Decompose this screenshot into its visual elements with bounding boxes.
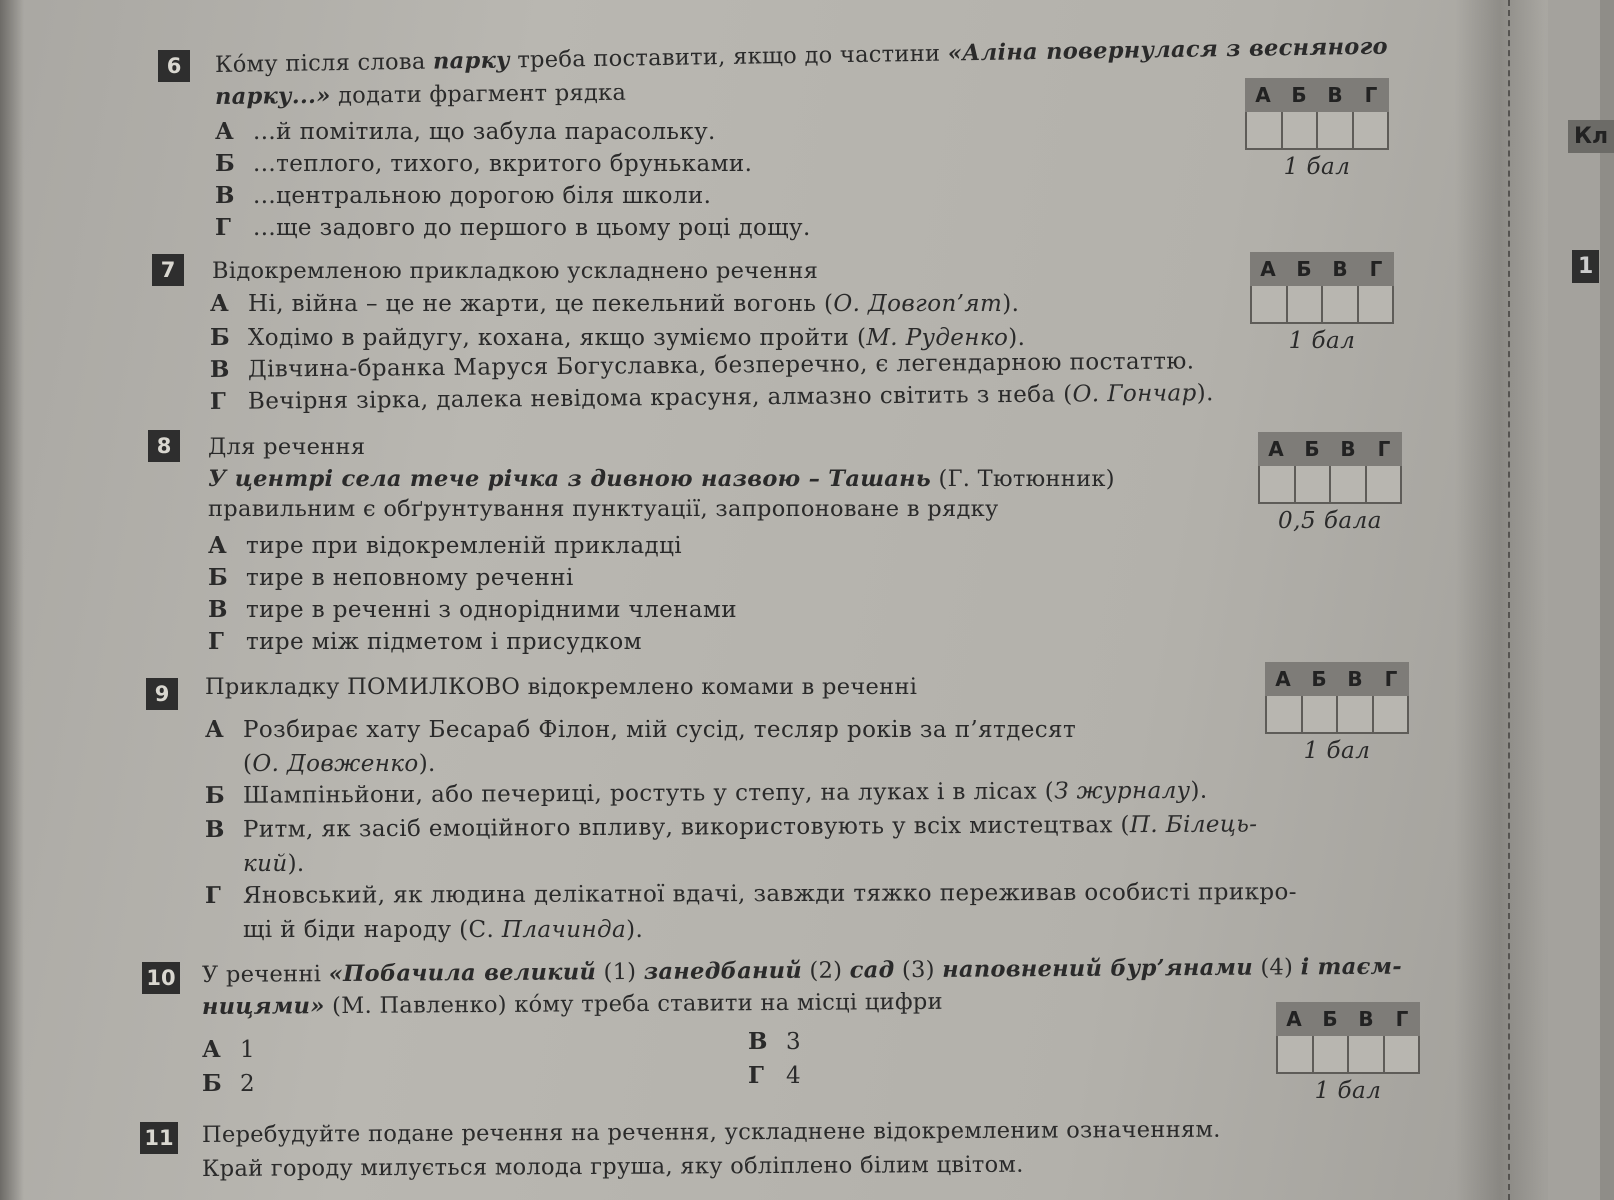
answer-grid: [1276, 1002, 1420, 1104]
option-text: ...й помітила, що забула парасольку.: [253, 119, 716, 145]
answer-cell-a[interactable]: [1252, 286, 1288, 322]
option-text: Ні, війна – це не жарти, це пекельний вогонь (: [248, 291, 834, 317]
question-line-3: правильним є обґрунтування пунктуації, запропоноване в рядку: [208, 496, 999, 522]
question-text: Прикладку ПОМИЛКОВО відокремлено комами в реченні: [205, 674, 918, 700]
question-part: У реченні: [201, 961, 329, 988]
answer-cell-d[interactable]: [1367, 466, 1401, 502]
option-punct: (: [243, 751, 253, 777]
option-letter: А: [205, 716, 225, 743]
option-text: 3: [786, 1029, 802, 1055]
answer-cells: [1258, 466, 1402, 504]
option-text: тире в неповному реченні: [246, 565, 574, 591]
option-c[interactable]: [748, 1026, 801, 1058]
answer-cell-d[interactable]: [1354, 112, 1388, 148]
option-letter: Б: [215, 150, 236, 177]
question-part: (1): [596, 958, 644, 986]
grid-letter: В: [1327, 83, 1343, 107]
question-quote: «Аліна повернулася з весняного: [947, 33, 1389, 67]
answer-cell-a[interactable]: [1247, 112, 1283, 148]
task-number: 10: [142, 962, 180, 994]
answer-grid-header: [1276, 1002, 1420, 1036]
task-number: 11: [140, 1122, 178, 1154]
grid-letter: В: [1347, 667, 1363, 691]
question-quote: «Побачила великий: [328, 959, 597, 988]
grid-letter: Г: [1364, 83, 1378, 107]
option-a[interactable]: [210, 288, 1019, 320]
question-text: [215, 32, 1388, 81]
option-letter: В: [748, 1028, 768, 1055]
option-punct: ).: [1008, 325, 1026, 351]
points-label: 1 бал: [1288, 328, 1356, 354]
option-letter: А: [215, 118, 235, 145]
option-letter: Б: [204, 781, 226, 809]
option-d-continuation: [243, 914, 643, 946]
question-part: Кóму після слова: [214, 48, 434, 78]
option-c[interactable]: [205, 808, 1258, 846]
option-letter: Б: [210, 324, 231, 351]
page-fold: [1455, 0, 1545, 1200]
option-a[interactable]: [215, 116, 716, 148]
option-text: тире між підметом і присудком: [246, 629, 642, 655]
question-part: (3): [894, 956, 943, 984]
grid-letter: В: [1332, 257, 1348, 281]
option-letter: А: [202, 1036, 222, 1063]
answer-grid: [1245, 78, 1389, 180]
question-quote: наповнений бур’янами: [942, 954, 1254, 983]
option-punct: ).: [1190, 777, 1208, 804]
option-author: З журналу: [1054, 777, 1191, 805]
grid-letter: А: [1268, 437, 1284, 461]
question-part: додати фрагмент рядка: [330, 79, 627, 109]
answer-cell-a[interactable]: [1267, 696, 1303, 732]
option-text: Ритм, як засіб емоційного впливу, використовують у всіх мистецтвах (: [242, 812, 1130, 843]
option-punct: ).: [626, 917, 644, 943]
option-letter: Б: [208, 564, 229, 591]
question-part: (4): [1252, 954, 1301, 981]
answer-grid-header: [1265, 662, 1409, 696]
edge-label: Кл: [1568, 120, 1614, 153]
question-quote: і таєм-: [1300, 953, 1403, 981]
sentence-italic: У центрі села тече річка з дивною назвою – Ташань: [208, 466, 932, 492]
grid-letter: Б: [1311, 667, 1327, 691]
option-letter: А: [208, 532, 228, 559]
option-text: щі й біди народу (С.: [243, 917, 502, 943]
option-author: Плачинда: [501, 917, 627, 943]
option-text: тире при відокремленій прикладці: [246, 533, 683, 559]
question-text: Для речення: [208, 434, 366, 460]
points-label: 1 бал: [1303, 738, 1371, 764]
option-text: ...центральною дорогою біля школи.: [253, 183, 712, 209]
option-text: Розбирає хату Бесараб Філон, мій сусід, тесляр років за п’ятдесят: [243, 717, 1077, 743]
answer-grid: [1265, 662, 1409, 764]
grid-letter: Г: [1377, 437, 1391, 461]
answer-grid: [1258, 432, 1402, 534]
question-quote: занедбаний: [643, 957, 803, 985]
answer-cell-b[interactable]: [1288, 286, 1324, 322]
answer-grid-header: [1258, 432, 1402, 466]
option-letter: Г: [204, 881, 222, 909]
edge-number: 1: [1572, 250, 1599, 283]
grid-letter: В: [1340, 437, 1356, 461]
cut-line: [1508, 0, 1510, 1200]
option-text: ...ще задовго до першого в цьому році дощу.: [253, 215, 811, 241]
option-letter: Г: [215, 214, 232, 241]
option-letter: В: [204, 815, 225, 843]
option-author: О. Довгоп’ят: [833, 291, 1003, 317]
question-quote: парку...»: [214, 82, 331, 110]
option-letter: В: [209, 355, 230, 383]
answer-grid-header: [1245, 78, 1389, 112]
question-quote: сад: [849, 957, 895, 984]
option-d[interactable]: [208, 626, 642, 658]
option-letter: В: [208, 596, 228, 623]
question-keyword: парку: [432, 47, 511, 75]
option-text: 1: [240, 1037, 256, 1063]
task-number: 9: [146, 678, 178, 710]
option-letter: А: [210, 290, 230, 317]
answer-cell-c[interactable]: [1331, 466, 1367, 502]
task-number: 7: [152, 254, 184, 286]
option-b[interactable]: [202, 1068, 255, 1100]
option-text: Дівчина-бранка Маруся Богуславка, безперечно, є легендарною постаттю.: [247, 348, 1195, 383]
option-text: 4: [786, 1063, 802, 1089]
option-a[interactable]: [208, 530, 682, 562]
question-part: (2): [801, 957, 850, 984]
question-text: Відокремленою прикладкою ускладнено речення: [212, 258, 819, 284]
option-text: 2: [240, 1071, 256, 1097]
answer-cell-a[interactable]: [1278, 1036, 1314, 1072]
option-punct: ).: [1002, 291, 1020, 317]
option-punct: ).: [1196, 380, 1214, 407]
answer-cell-c[interactable]: [1323, 286, 1359, 322]
option-b[interactable]: [205, 775, 1208, 812]
option-punct: ).: [418, 751, 436, 777]
option-b[interactable]: [208, 562, 574, 594]
answer-cell-b[interactable]: [1283, 112, 1319, 148]
answer-cell-d[interactable]: [1385, 1036, 1419, 1072]
option-text: Вечірня зірка, далека невідома красуня, алмазно світить з неба (: [247, 381, 1073, 415]
answer-cell-b[interactable]: [1314, 1036, 1350, 1072]
grid-letter: А: [1255, 83, 1271, 107]
option-letter: Г: [208, 628, 225, 655]
answer-cell-c[interactable]: [1338, 696, 1374, 732]
grid-letter: Г: [1369, 257, 1383, 281]
option-b[interactable]: [215, 148, 752, 180]
grid-letter: А: [1260, 257, 1276, 281]
points-label: 1 бал: [1283, 154, 1351, 180]
option-author: кий: [243, 851, 288, 877]
answer-cells: [1276, 1036, 1420, 1074]
option-d[interactable]: [748, 1060, 801, 1092]
option-author: М. Руденко: [866, 325, 1009, 351]
answer-grid: [1250, 252, 1394, 354]
grid-letter: Б: [1304, 437, 1320, 461]
answer-cell-d[interactable]: [1359, 286, 1393, 322]
option-author: О. Довженко: [252, 751, 419, 777]
option-text: Яновський, як людина делікатної вдачі, завжди тяжко переживав особисті прикро-: [242, 879, 1297, 909]
question-quote: ницями»: [201, 993, 325, 1020]
option-d[interactable]: [205, 876, 1297, 912]
grid-letter: В: [1358, 1007, 1374, 1031]
option-a[interactable]: [202, 1034, 255, 1066]
question-part: треба поставити, якщо до частини: [509, 40, 948, 74]
points-label: 0,5 бала: [1278, 508, 1382, 534]
option-text: Шампіньйони, або печериці, ростуть у степу, на луках і в лісах (: [242, 778, 1055, 809]
option-text: Ходімо в райдугу, кохана, якщо зуміємо пройти (: [248, 325, 867, 351]
option-letter: Г: [748, 1062, 765, 1089]
option-letter: В: [215, 182, 235, 209]
task-number: 6: [158, 50, 190, 82]
answer-cell-c[interactable]: [1349, 1036, 1385, 1072]
page-shadow: [0, 0, 24, 1200]
next-page-edge: [1548, 0, 1600, 1200]
option-text: ...теплого, тихого, вкритого бруньками.: [253, 151, 753, 177]
option-author: П. Білець-: [1129, 811, 1258, 839]
answer-cell-a[interactable]: [1260, 466, 1296, 502]
answer-grid-header: [1250, 252, 1394, 286]
grid-letter: Г: [1384, 667, 1398, 691]
answer-cells: [1265, 696, 1409, 734]
points-label: 1 бал: [1314, 1078, 1382, 1104]
task-number: 8: [148, 430, 180, 462]
answer-cell-b[interactable]: [1296, 466, 1332, 502]
grid-letter: Г: [1395, 1007, 1409, 1031]
sentence-author: (Г. Тютюнник): [931, 466, 1115, 492]
option-author: О. Гончар: [1072, 380, 1197, 408]
grid-letter: А: [1286, 1007, 1302, 1031]
grid-letter: Б: [1296, 257, 1312, 281]
answer-cells: [1245, 112, 1389, 150]
answer-cell-b[interactable]: [1303, 696, 1339, 732]
question-part: (М. Павленко) кóму треба ставити на місці цифри: [324, 988, 943, 1020]
option-text: тире в реченні з однорідними членами: [246, 597, 737, 623]
question-line-2: [215, 78, 627, 113]
option-letter: Г: [209, 387, 227, 415]
option-d[interactable]: [215, 212, 811, 244]
option-c[interactable]: [208, 594, 737, 626]
question-sentence: Край городу милується молода груша, яку обліплено білим цвітом.: [201, 1151, 1024, 1182]
option-a-continuation: [243, 748, 436, 780]
grid-letter: А: [1275, 667, 1291, 691]
grid-letter: Б: [1322, 1007, 1338, 1031]
question-sentence: [208, 464, 1115, 495]
option-c-continuation: [243, 848, 305, 880]
question-line-2: [202, 987, 943, 1023]
option-c[interactable]: [215, 180, 711, 212]
option-punct: ).: [287, 851, 305, 877]
option-letter: Б: [202, 1070, 223, 1097]
option-a[interactable]: [205, 714, 1076, 746]
answer-cell-c[interactable]: [1318, 112, 1354, 148]
grid-letter: Б: [1291, 83, 1307, 107]
question-text: Перебудуйте подане речення на речення, ускладнене відокремленим означенням.: [201, 1116, 1221, 1148]
question-text: [202, 952, 1402, 991]
answer-cell-d[interactable]: [1374, 696, 1408, 732]
answer-cells: [1250, 286, 1394, 324]
